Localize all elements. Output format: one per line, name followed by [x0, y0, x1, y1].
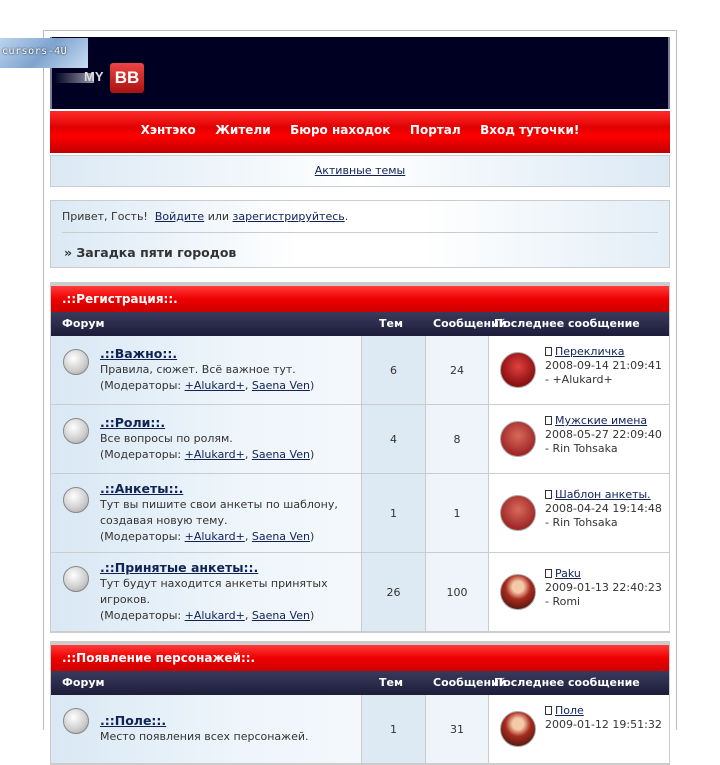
last-post-date: 2008-05-27 22:09:40 — [545, 428, 662, 441]
mods-prefix: (Модераторы: — [100, 448, 182, 461]
forum-status-icon — [63, 566, 89, 592]
forum-row — [51, 405, 669, 474]
logo-my: MY — [84, 69, 104, 84]
last-post-cell — [489, 405, 670, 474]
moderator-link[interactable]: Saena Ven — [251, 379, 310, 392]
moderator-link[interactable]: Saena Ven — [251, 448, 310, 461]
forum-moderators — [100, 608, 361, 624]
col-forum: Форум — [62, 676, 105, 689]
last-post-cell — [489, 695, 670, 764]
col-posts: Сообщений — [433, 676, 507, 689]
last-post-author: - Romi — [545, 595, 581, 608]
forum-moderators — [100, 529, 361, 545]
forum-cell — [51, 405, 362, 474]
posts-count: 100 — [426, 553, 489, 632]
last-post-date: 2008-09-14 21:09:41 — [545, 359, 662, 372]
forum-title[interactable]: .::Роли::. — [100, 415, 166, 430]
forum-title[interactable]: .::Анкеты::. — [100, 481, 184, 496]
greeting — [62, 201, 658, 233]
last-post-cell — [489, 553, 670, 632]
forum-description: Место появления всех персонажей. — [100, 730, 309, 743]
mods-sep: , — [244, 448, 249, 461]
last-post-date: 2009-01-12 19:51:32 — [545, 718, 662, 731]
mods-suffix: ) — [309, 379, 315, 392]
logo-bb: BB — [110, 63, 144, 93]
mods-suffix: ) — [309, 530, 315, 543]
avatar[interactable] — [500, 495, 536, 531]
moderator-link[interactable]: +Alukard+ — [184, 379, 245, 392]
welcome-panel — [50, 200, 670, 268]
moderator-link[interactable]: Saena Ven — [251, 609, 310, 622]
greeting-hello: Привет, Гость! — [62, 210, 148, 223]
category-registration — [50, 282, 670, 633]
forum-title[interactable]: .::Важно::. — [100, 346, 178, 361]
menu-item-portal[interactable]: Портал — [409, 123, 461, 137]
menu-item-login[interactable]: Вход туточки! — [480, 123, 580, 137]
posts-count: 1 — [426, 474, 489, 553]
last-post-link[interactable]: Шаблон анкеты. — [555, 488, 651, 501]
forum-moderators — [100, 447, 361, 463]
forum-table — [51, 695, 669, 764]
col-topics: Тем — [379, 676, 403, 689]
forum-cell — [51, 336, 362, 405]
avatar[interactable] — [500, 574, 536, 610]
forum-description: Все вопросы по ролям. — [100, 432, 233, 445]
posts-count: 31 — [426, 695, 489, 764]
category-characters — [50, 641, 670, 765]
mods-suffix: ) — [309, 609, 315, 622]
last-post-cell — [489, 474, 670, 553]
topics-count: 26 — [362, 553, 426, 632]
category-title[interactable]: .::Появление персонажей::. — [51, 642, 669, 671]
menu-item-lost-found[interactable]: Бюро находок — [290, 123, 391, 137]
mods-prefix: (Модераторы: — [100, 530, 182, 543]
mods-sep: , — [244, 379, 249, 392]
forum-cell — [51, 474, 362, 553]
document-icon — [545, 416, 552, 425]
moderator-link[interactable]: +Alukard+ — [184, 609, 245, 622]
last-post-link[interactable]: Paku — [555, 567, 581, 580]
page-inner — [50, 37, 670, 765]
login-link[interactable]: Войдите — [154, 210, 205, 223]
last-post-cell — [489, 336, 670, 405]
forum-row — [51, 336, 669, 405]
column-header — [51, 312, 669, 336]
last-post-author: - Rin Tohsaka — [545, 442, 618, 455]
document-icon — [545, 347, 552, 356]
avatar[interactable] — [500, 352, 536, 388]
site-header — [50, 37, 670, 109]
main-menu — [50, 109, 670, 153]
forum-title[interactable]: .::Принятые анкеты::. — [100, 560, 259, 575]
col-last: Последнее сообщение — [494, 317, 640, 330]
col-forum: Форум — [62, 317, 105, 330]
last-post-date: 2008-04-24 19:14:48 — [545, 502, 662, 515]
forum-cell — [51, 695, 362, 764]
col-last: Последнее сообщение — [494, 676, 640, 689]
page-frame — [43, 30, 677, 743]
last-post-date: 2009-01-13 22:40:23 — [545, 581, 662, 594]
greeting-or: или — [207, 210, 230, 223]
mods-sep: , — [244, 609, 249, 622]
col-posts: Сообщений — [433, 317, 507, 330]
breadcrumb[interactable]: » Загадка пяти городов — [64, 245, 237, 260]
posts-count: 24 — [426, 336, 489, 405]
avatar[interactable] — [500, 421, 536, 457]
forum-description: Тут вы пишите свои анкеты по шаблону, создавая новую тему. — [100, 498, 338, 527]
last-post-author: - +Alukard+ — [545, 373, 613, 386]
active-topics-link[interactable]: Активные темы — [314, 164, 406, 177]
col-topics: Тем — [379, 317, 403, 330]
mods-sep: , — [244, 530, 249, 543]
menu-item-henteko[interactable]: Хэнтэко — [140, 123, 196, 137]
forum-moderators — [100, 378, 361, 394]
topics-count: 6 — [362, 336, 426, 405]
last-post-link[interactable]: Поле — [555, 704, 584, 717]
forum-cell — [51, 553, 362, 632]
forum-description: Тут будут находится анкеты принятых игроков. — [100, 577, 328, 606]
forum-row — [51, 553, 669, 632]
posts-count: 8 — [426, 405, 489, 474]
menu-item-residents[interactable]: Жители — [215, 123, 271, 137]
document-icon — [545, 490, 552, 499]
mods-prefix: (Модераторы: — [100, 379, 182, 392]
mods-suffix: ) — [309, 448, 315, 461]
greeting-dot: . — [344, 210, 349, 223]
moderator-link[interactable]: +Alukard+ — [184, 530, 245, 543]
document-icon — [545, 569, 552, 578]
topics-count: 1 — [362, 474, 426, 553]
document-icon — [545, 706, 552, 715]
forum-status-icon — [63, 418, 89, 444]
active-topics-bar — [50, 155, 670, 187]
moderator-link[interactable]: Saena Ven — [251, 530, 310, 543]
moderator-link[interactable]: +Alukard+ — [184, 448, 245, 461]
forum-table — [51, 336, 669, 632]
forum-description: Правила, сюжет. Всё важное тут. — [100, 363, 296, 376]
column-header — [51, 671, 669, 695]
topics-count: 1 — [362, 695, 426, 764]
last-post-author: - Rin Tohsaka — [545, 516, 618, 529]
register-link[interactable]: зарегистрируйтесь — [232, 210, 345, 223]
topics-count: 4 — [362, 405, 426, 474]
forum-status-icon — [63, 349, 89, 375]
forum-row — [51, 695, 669, 764]
last-post-link[interactable]: Перекличка — [555, 345, 625, 358]
category-title[interactable]: .::Регистрация::. — [51, 283, 669, 312]
forum-status-icon — [63, 708, 89, 734]
mods-prefix: (Модераторы: — [100, 609, 182, 622]
forum-row — [51, 474, 669, 553]
last-post-link[interactable]: Мужские имена — [555, 414, 648, 427]
cursors-4u-badge[interactable]: cursors-4U — [0, 38, 88, 68]
avatar[interactable] — [500, 711, 536, 747]
forum-title[interactable]: .::Поле::. — [100, 713, 167, 728]
forum-status-icon — [63, 487, 89, 513]
